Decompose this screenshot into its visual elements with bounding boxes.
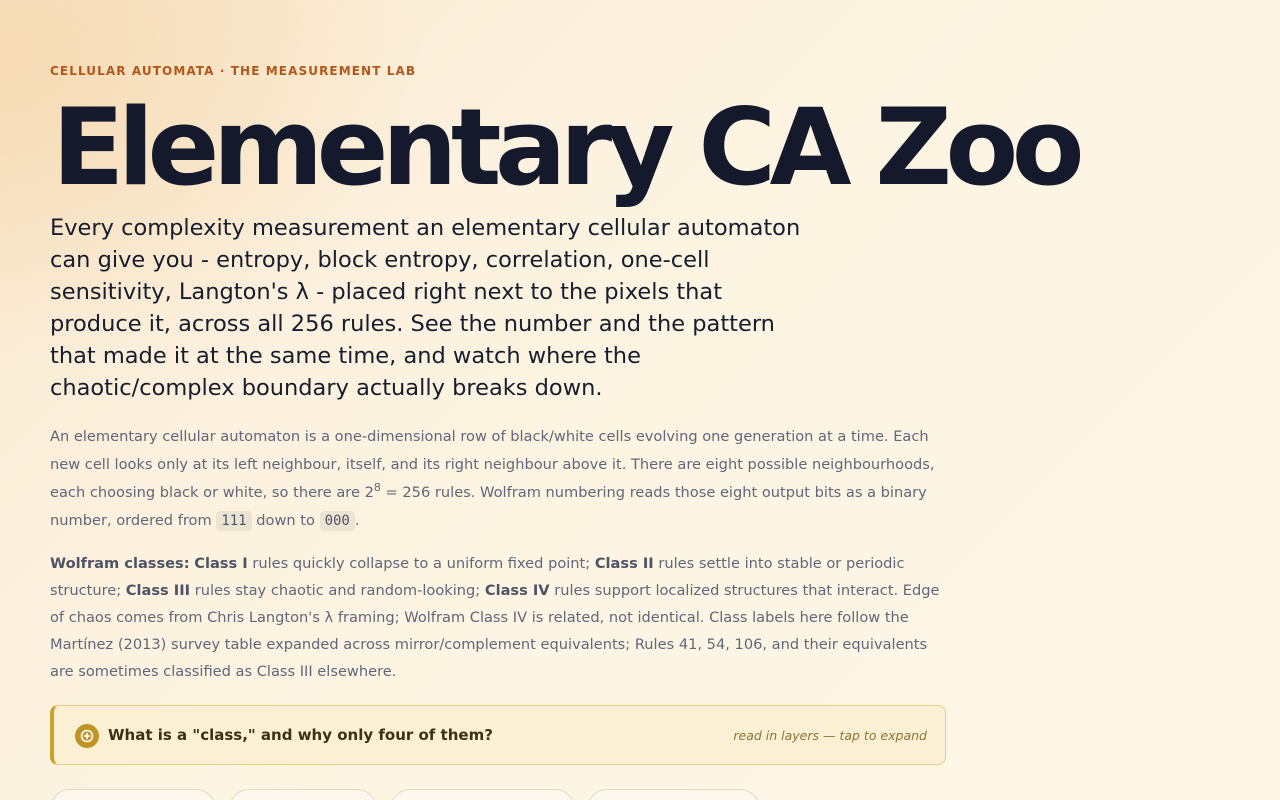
section-tab-1[interactable] [50,789,216,800]
intro-text: An elementary cellular automaton is a one-dimensional row of black/white cells evolving one generation at a time. Each new cell looks only at its left neighbour, itself, and its right neighbour above it. There are eight possible neighbourhoods, each choosing black or white, so there are 2 [50,428,935,501]
section-tab-2[interactable] [229,789,377,800]
exponent: 8 [373,481,381,495]
class-2-text: rules settle into stable or periodic structure; [50,555,905,599]
callout-hint: read in layers — tap to expand [733,728,927,743]
class-1-text: rules quickly collapse to a uniform fixed point; [247,555,595,572]
callout-title: What is a "class," and why only four of them? [108,726,493,744]
intro-text-end: . [354,512,360,529]
eyebrow-label: CELLULAR AUTOMATA · THE MEASUREMENT LAB [50,64,417,78]
class-4-label: Class IV [484,582,550,599]
intro-text-2: = 256 rules. Wolfram numbering reads those eight output bits as a binary number, ordered from [50,484,927,529]
classes-lead: Wolfram classes: [50,555,190,572]
page-title: Elementary CA Zoo [52,86,1078,209]
classes-paragraph [50,550,950,685]
section-tab-4[interactable] [587,789,760,800]
class-3-label: Class III [125,582,191,599]
plus-circle-icon [75,724,99,748]
class-explainer-callout[interactable] [50,705,946,765]
section-tab-3[interactable] [390,789,575,800]
class-1-label: Class I [194,555,248,572]
code-111: 111 [216,511,251,531]
class-4-text: rules support localized structures that interact. Edge of chaos comes from Chris Langton's λ framing; Wolfram Class IV is related, not identical. Class labels here follow the Martínez (2013) survey table expanded across mirror/complement equivalents; Rules 41, 54, 106, and their equivalents are sometimes classified as Class III elsewhere. [50,582,940,680]
intro-text-3: down to [251,512,320,529]
class-3-text: rules stay chaotic and random-looking; [190,582,485,599]
class-2-label: Class II [594,555,654,572]
lede-paragraph: Every complexity measurement an elementary cellular automaton can give you - entropy, block entropy, correlation, one-cell sensitivity, Langton's λ - placed right next to the pixels that produce it, across all 256 rules. See the number and the pattern that made it at the same time, and watch where the chaotic/complex boundary actually breaks down. [50,215,801,401]
code-000: 000 [320,511,355,531]
intro-paragraph [50,423,950,535]
